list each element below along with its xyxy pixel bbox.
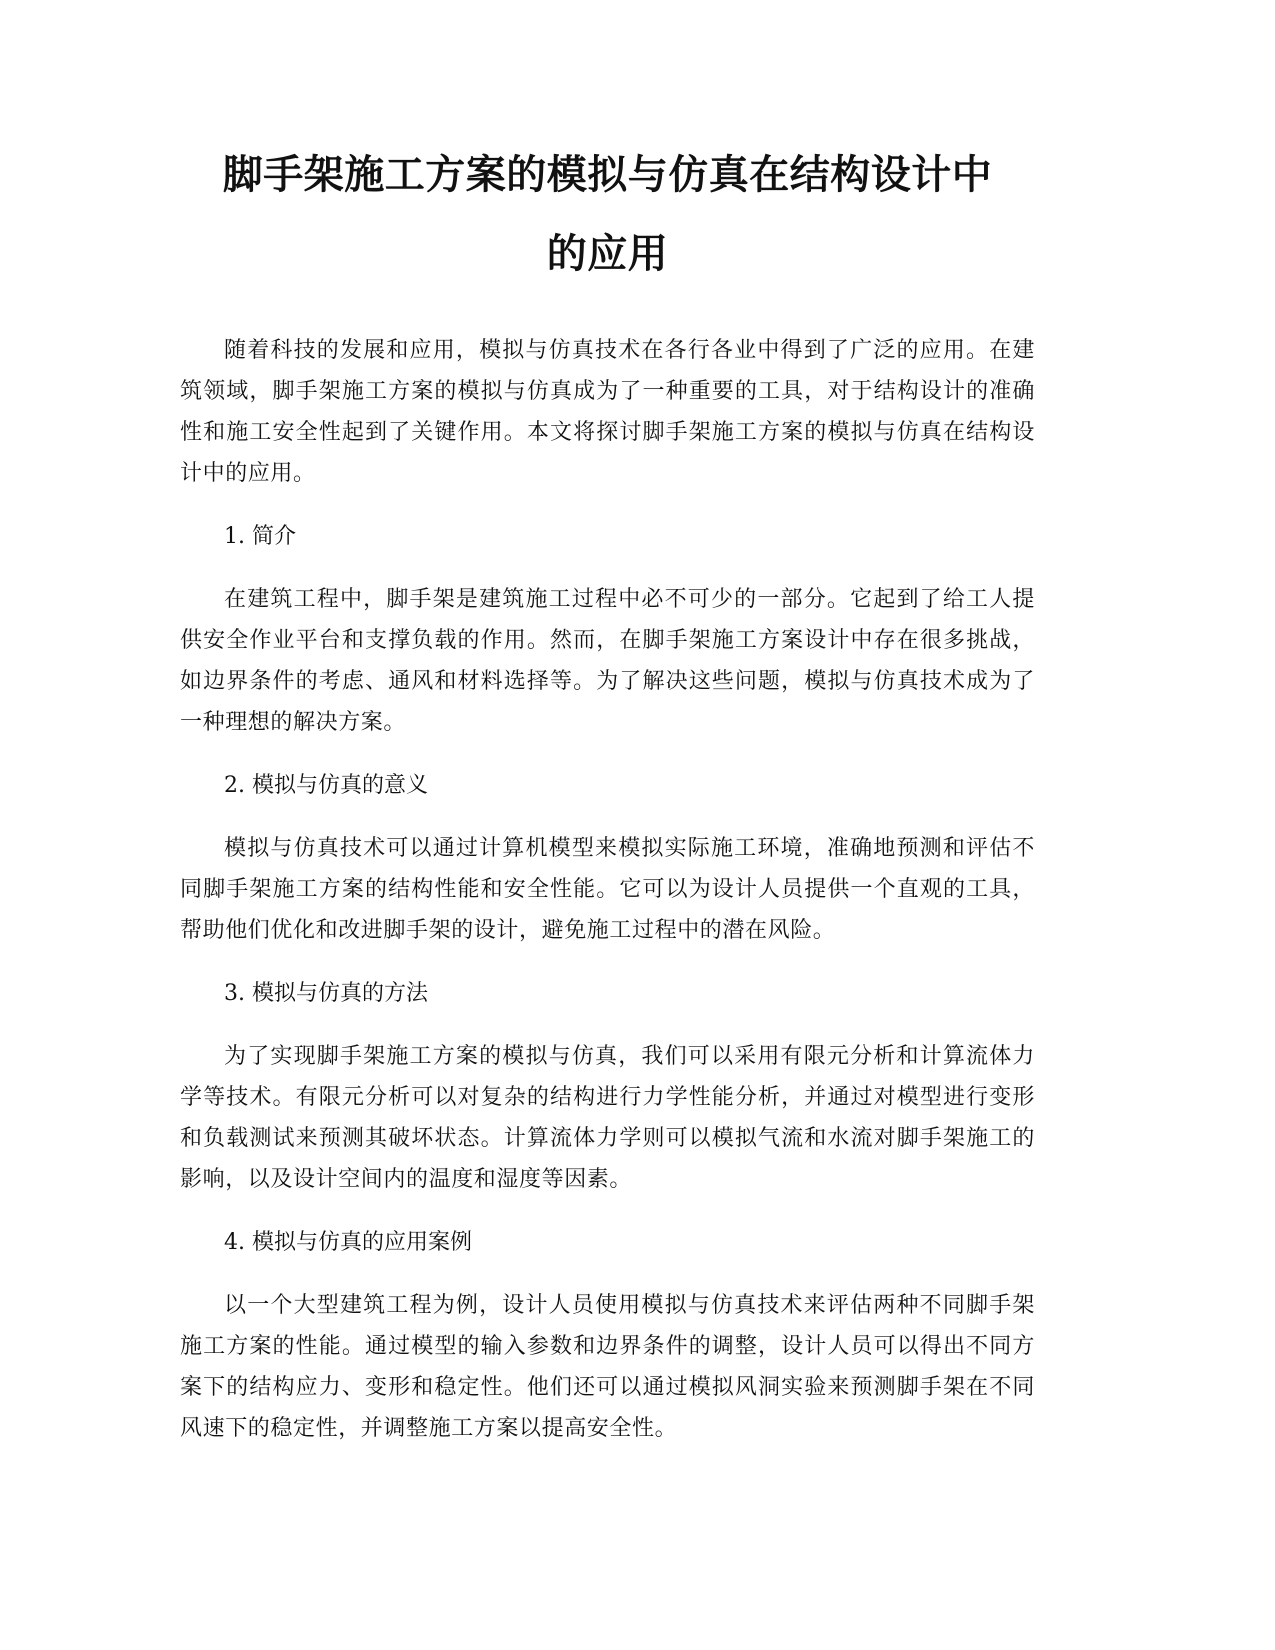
title-line-1: 脚手架施工方案的模拟与仿真在结构设计中 <box>222 152 993 198</box>
document-page <box>180 0 1035 1449</box>
section-heading-4: 4. 模拟与仿真的应用案例 <box>224 1230 472 1255</box>
section-paragraph-1: 在建筑工程中，脚手架是建筑施工过程中必不可少的一部分。它起到了给工人提供安全作业平台和支撑负载的作用。然而，在脚手架施工方案设计中存在很多挑战，如边界条件的考虑、通风和材料选择等。为了解决这些问题，模拟与仿真技术成为了一种理想的解决方案。 <box>180 587 1035 735</box>
section-paragraph-4: 以一个大型建筑工程为例，设计人员使用模拟与仿真技术来评估两种不同脚手架施工方案的性能。通过模型的输入参数和边界条件的调整，设计人员可以得出不同方案下的结构应力、变形和稳定性。他们还可以通过模拟风洞实验来预测脚手架在不同风速下的稳定性，并调整施工方案以提高安全性。 <box>180 1293 1035 1441</box>
section-paragraph-2: 模拟与仿真技术可以通过计算机模型来模拟实际施工环境，准确地预测和评估不同脚手架施工方案的结构性能和安全性能。它可以为设计人员提供一个直观的工具，帮助他们优化和改进脚手架的设计，避免施工过程中的潜在风险。 <box>180 836 1035 943</box>
section-heading-2: 2. 模拟与仿真的意义 <box>224 773 428 798</box>
intro-paragraph: 随着科技的发展和应用，模拟与仿真技术在各行各业中得到了广泛的应用。在建筑领域，脚手架施工方案的模拟与仿真成为了一种重要的工具，对于结构设计的准确性和施工安全性起到了关键作用。本文将探讨脚手架施工方案的模拟与仿真在结构设计中的应用。 <box>180 338 1035 486</box>
section-heading-3: 3. 模拟与仿真的方法 <box>224 981 428 1006</box>
title-line-2: 的应用 <box>546 231 669 277</box>
document-body <box>180 330 1035 1449</box>
document-title <box>180 136 1035 294</box>
section-paragraph-3: 为了实现脚手架施工方案的模拟与仿真，我们可以采用有限元分析和计算流体力学等技术。有限元分析可以对复杂的结构进行力学性能分析，并通过对模型进行变形和负载测试来预测其破坏状态。计算流体力学则可以模拟气流和水流对脚手架施工的影响，以及设计空间内的温度和湿度等因素。 <box>180 1044 1035 1192</box>
section-heading-1: 1. 简介 <box>224 524 296 549</box>
